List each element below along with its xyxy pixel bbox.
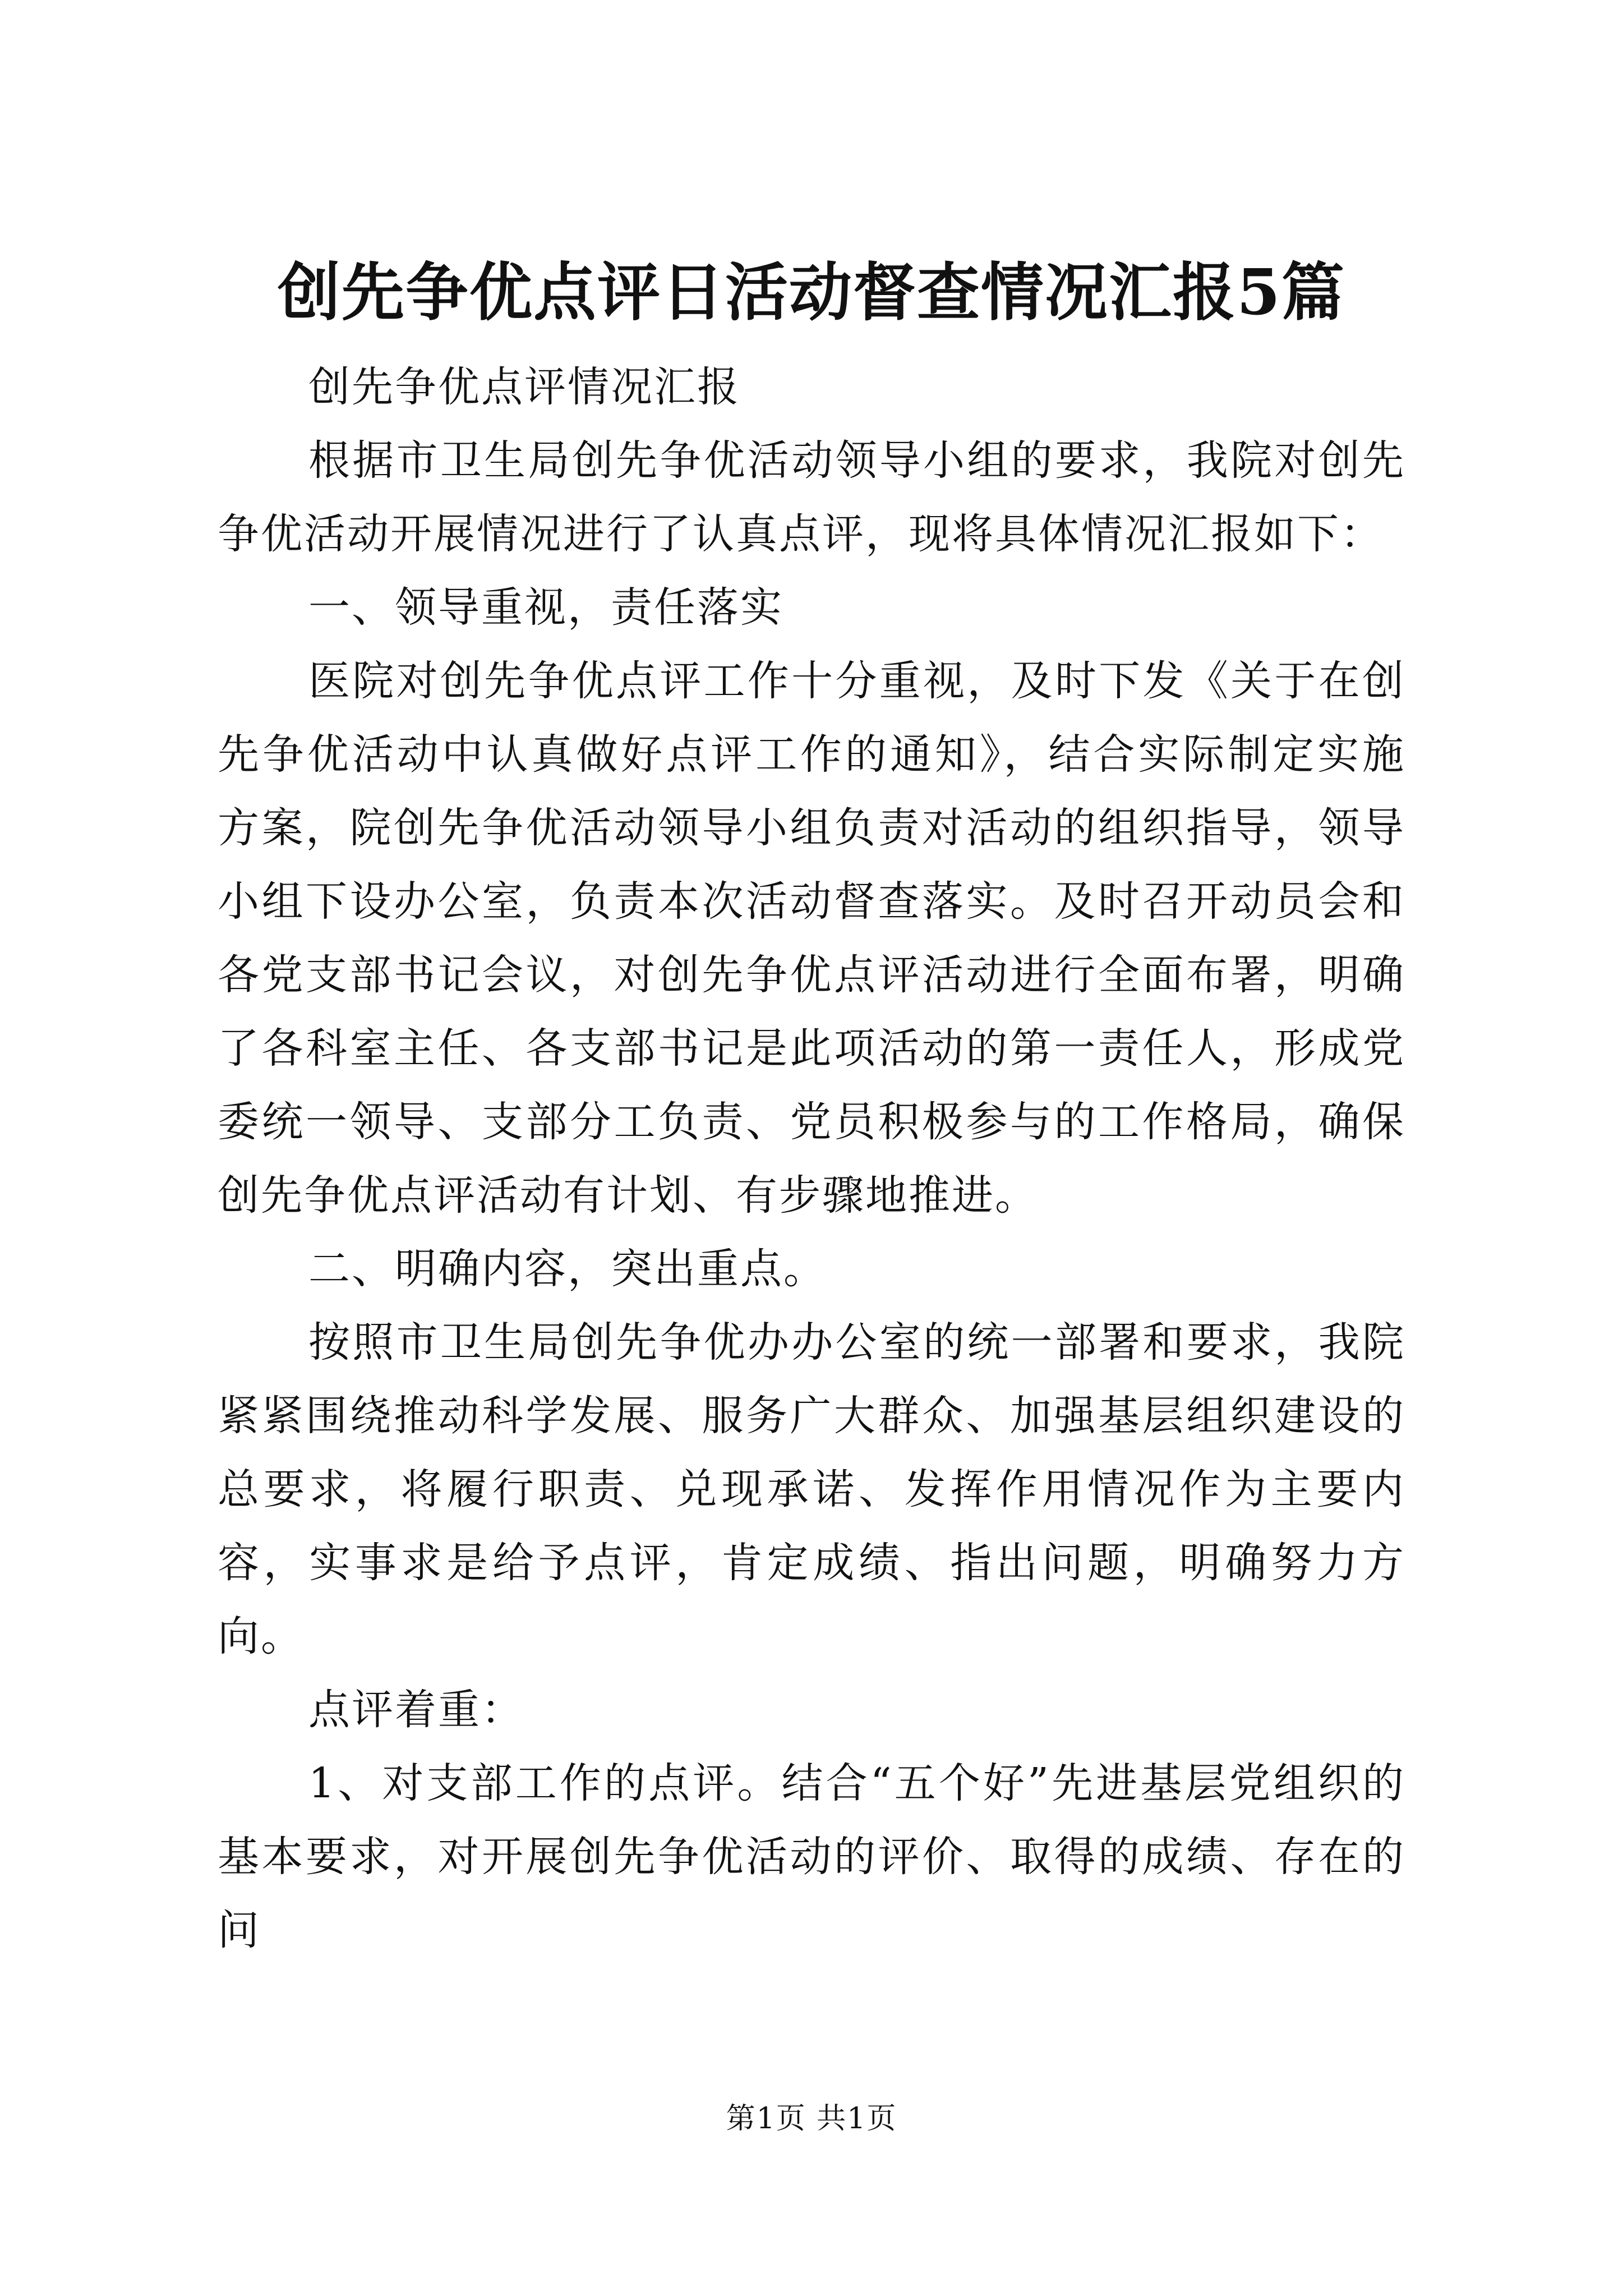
paragraph-section-2: 按照市卫生局创先争优办办公室的统一部署和要求，我院紧紧围绕推动科学发展、服务广大群众、加强基层组织建设的总要求，将履行职责、兑现承诺、发挥作用情况作为主要内容，实事求是给予点评，肯定成绩、指出问题，明确努力方向。 [218, 1318, 1405, 1660]
document-title: 创先争优点评日活动督查情况汇报5篇 [278, 256, 1345, 329]
section-heading-2: 二、明确内容，突出重点。 [308, 1245, 827, 1293]
paragraph-focus-item-1: 1、对支部工作的点评。结合“五个好”先进基层党组织的基本要求，对开展创先争优活动的评价、取得的成绩、存在的问 [218, 1759, 1405, 1954]
section-heading-1: 一、领导重视，责任落实 [308, 583, 783, 632]
paragraph-section-1: 医院对创先争优点评工作十分重视，及时下发《关于在创先争优活动中认真做好点评工作的通知》，结合实际制定实施方案，院创先争优活动领导小组负责对活动的组织指导，领导小组下设办公室，负责本次活动督查落实。及时召开动员会和各党支部书记会议，对创先争优点评活动进行全面布署，明确了各科室主任、各支部书记是此项活动的第一责任人，形成党委统一领导、支部分工负责、党员积极参与的工作格局，确保创先争优点评活动有计划、有步骤地推进。 [218, 657, 1405, 1220]
paragraph-focus-label: 点评着重： [308, 1686, 524, 1734]
page-number: 第1页 共1页 [726, 2102, 897, 2136]
paragraph-subtitle: 创先争优点评情况汇报 [308, 363, 740, 411]
document-body [218, 351, 1405, 1967]
paragraph-intro: 根据市卫生局创先争优活动领导小组的要求，我院对创先争优活动开展情况进行了认真点评，现将具体情况汇报如下： [218, 436, 1405, 558]
